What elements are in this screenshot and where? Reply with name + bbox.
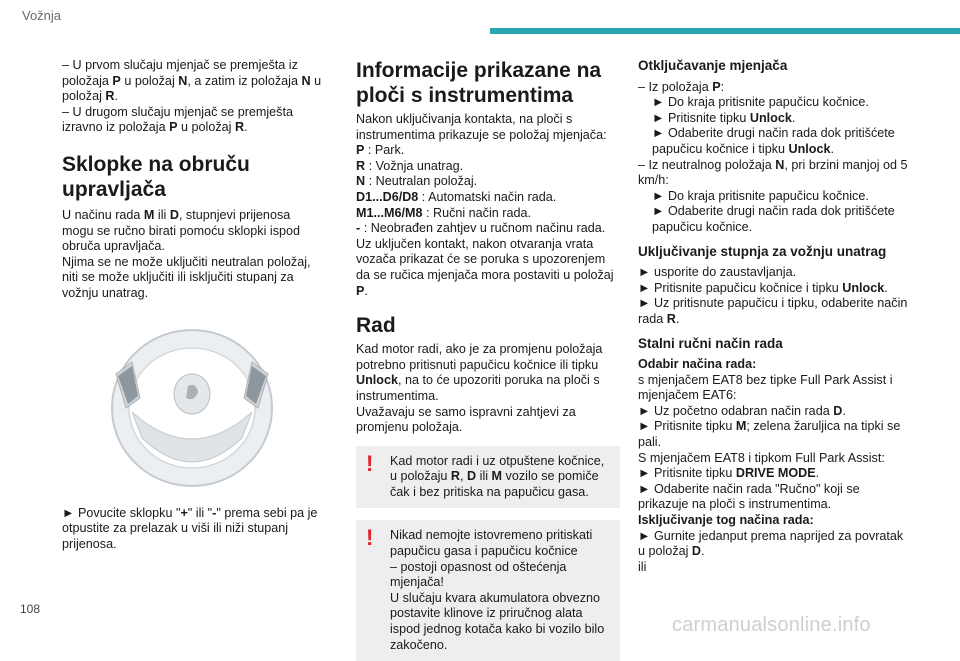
text-line: - : Neobrađen zahtjev u ručnom načinu rada.	[356, 221, 606, 236]
text-line: ► Povucite sklopku "+" ili "-" prema sebi pa je otpustite za prelazak u viši ili niži stupanj prijenosa.	[62, 505, 318, 551]
text-line: Njima se ne može uključiti neutralan položaj, niti se može uključiti ili isključiti stupanj za vožnju unatrag.	[62, 254, 311, 300]
warning-text-pedals	[366, 525, 610, 653]
gear-positions-list	[356, 112, 620, 299]
header-accent-bar	[490, 28, 960, 34]
text-line: ili	[638, 559, 647, 574]
text-line: R : Vožnja unatrag.	[356, 158, 464, 173]
text-line: – Iz položaja P:	[638, 79, 725, 94]
text-line: ► Uz početno odabran način rada D.	[638, 403, 846, 418]
unlock-steps	[638, 80, 910, 236]
text-line: U slučaju kvara akumulatora obvezno postavite klinove iz priručnog alata ispod jednog kotača kako bi vozilo bilo zakočeno.	[390, 590, 605, 652]
text-line: ► Odaberite drugi način rada dok pritišćete papučicu kočnice.	[652, 204, 895, 234]
text-line: Uz uključen kontakt, nakon otvaranja vrata vozača prikazat će se poruka s upozorenjem da se ručica mjenjača mora postaviti u položaj P.	[356, 236, 614, 298]
page-number: 108	[20, 602, 41, 616]
text-line: ► Odaberite drugi način rada dok pritišćete papučicu kočnice i tipku Unlock.	[652, 126, 895, 156]
text-line: N : Neutralan položaj.	[356, 174, 478, 189]
manual-mode-steps	[638, 357, 910, 575]
text-line: ► usporite do zaustavljanja.	[638, 265, 797, 280]
heading-reverse-gear: Uključivanje stupnja za vožnju unatrag	[638, 243, 887, 259]
text-line: M1...M6/M8 : Ručni način rada.	[356, 205, 531, 220]
text-line: – Iz neutralnog položaja N, pri brzini manjoj od 5 km/h:	[638, 157, 908, 188]
watermark: carmanualsonline.info	[672, 614, 871, 636]
col1-instruction	[62, 506, 322, 553]
heading-instrument-panel: Informacije prikazane na ploči s instrumentima	[356, 59, 602, 107]
text-line: ► Do kraja pritisnite papučicu kočnice.	[652, 188, 869, 203]
text-line: ► Do kraja pritisnite papučicu kočnice.	[652, 95, 869, 110]
text-line: – postoji opasnost od oštećenja mjenjača!	[390, 559, 567, 590]
warning-box-brakes	[356, 446, 620, 509]
text-line: S mjenjačem EAT8 i tipkom Full Park Assist:	[638, 450, 885, 465]
text-line: P : Park.	[356, 143, 405, 158]
column-left	[62, 58, 322, 552]
heading-unlock-gearbox: Otključavanje mjenjača	[638, 58, 788, 73]
text-line: – U drugom slučaju mjenjač se premješta izravno iz položaja P u položaj R.	[62, 104, 293, 135]
text-line: Nikad nemojte istovremeno pritiskati papučicu gasa i papučicu kočnice	[390, 528, 593, 559]
reverse-steps	[638, 265, 910, 327]
text-line: ► Gurnite jedanput prema naprijed za povratak u položaj D.	[638, 528, 904, 559]
heading-steering-paddles: Sklopke na obruču upravljača	[62, 152, 250, 201]
text-line: Kad motor radi i uz otpuštene kočnice, u položaju R, D ili M vozilo se pomiče čak i bez pritiska na papučicu gasa.	[390, 453, 605, 499]
text-line: D1...D6/D8 : Automatski način rada.	[356, 189, 557, 204]
warning-icon: !	[366, 450, 374, 476]
text-line: Nakon uključivanja kontakta, na ploči s instrumentima prikazuje se položaj mjenjača:	[356, 112, 607, 142]
text-line: ► Uz pritisnute papučicu i tipku, odaberite način rada R.	[638, 296, 908, 326]
text-line: Isključivanje tog načina rada:	[638, 513, 814, 528]
text-line: ► Odaberite način rada "Ručno" koji se prikazuje na ploči s instrumentima.	[638, 481, 860, 512]
text-line: Uvažavaju se samo ispravni zahtjevi za promjenu položaja.	[356, 404, 576, 435]
steering-wheel-illustration	[92, 316, 292, 496]
text-line: – U prvom slučaju mjenjač se premješta iz položaja P u položaj N, a zatim iz položaja N u položaj R.	[62, 58, 322, 104]
text-line: s mjenjačem EAT8 bez tipke Full Park Assist i mjenjačem EAT6:	[638, 372, 893, 403]
text-line: Odabir načina rada:	[638, 357, 757, 372]
operation-text	[356, 342, 620, 436]
text-line: U načinu rada M ili D, stupnjevi prijenosa mogu se ručno birati pomoću sklopki ispod obruča upravljača.	[62, 207, 301, 254]
warning-icon: !	[366, 525, 374, 551]
heading-operation: Rad	[356, 314, 396, 338]
text-line: ► Pritisnite tipku M; zelena žaruljica na tipki se pali.	[638, 419, 901, 450]
text-line: ► Pritisnite papučicu kočnice i tipku Unlock.	[638, 280, 888, 295]
text-line: ► Pritisnite tipku DRIVE MODE.	[638, 466, 820, 481]
heading-manual-mode: Stalni ručni način rada	[638, 335, 783, 351]
col1-body	[62, 208, 322, 302]
column-right	[638, 58, 910, 575]
section-title: Vožnja	[22, 8, 62, 23]
column-middle	[356, 58, 620, 661]
text-line: Kad motor radi, ako je za promjenu položaja potrebno pritisnuti papučicu kočnice ili tipku Unlock, na to će upozoriti poruka na ploči s instrumentima.	[356, 342, 603, 403]
text-line: ► Pritisnite tipku Unlock.	[652, 110, 796, 125]
col1-intro	[62, 58, 322, 136]
warning-text-brakes	[366, 450, 610, 501]
